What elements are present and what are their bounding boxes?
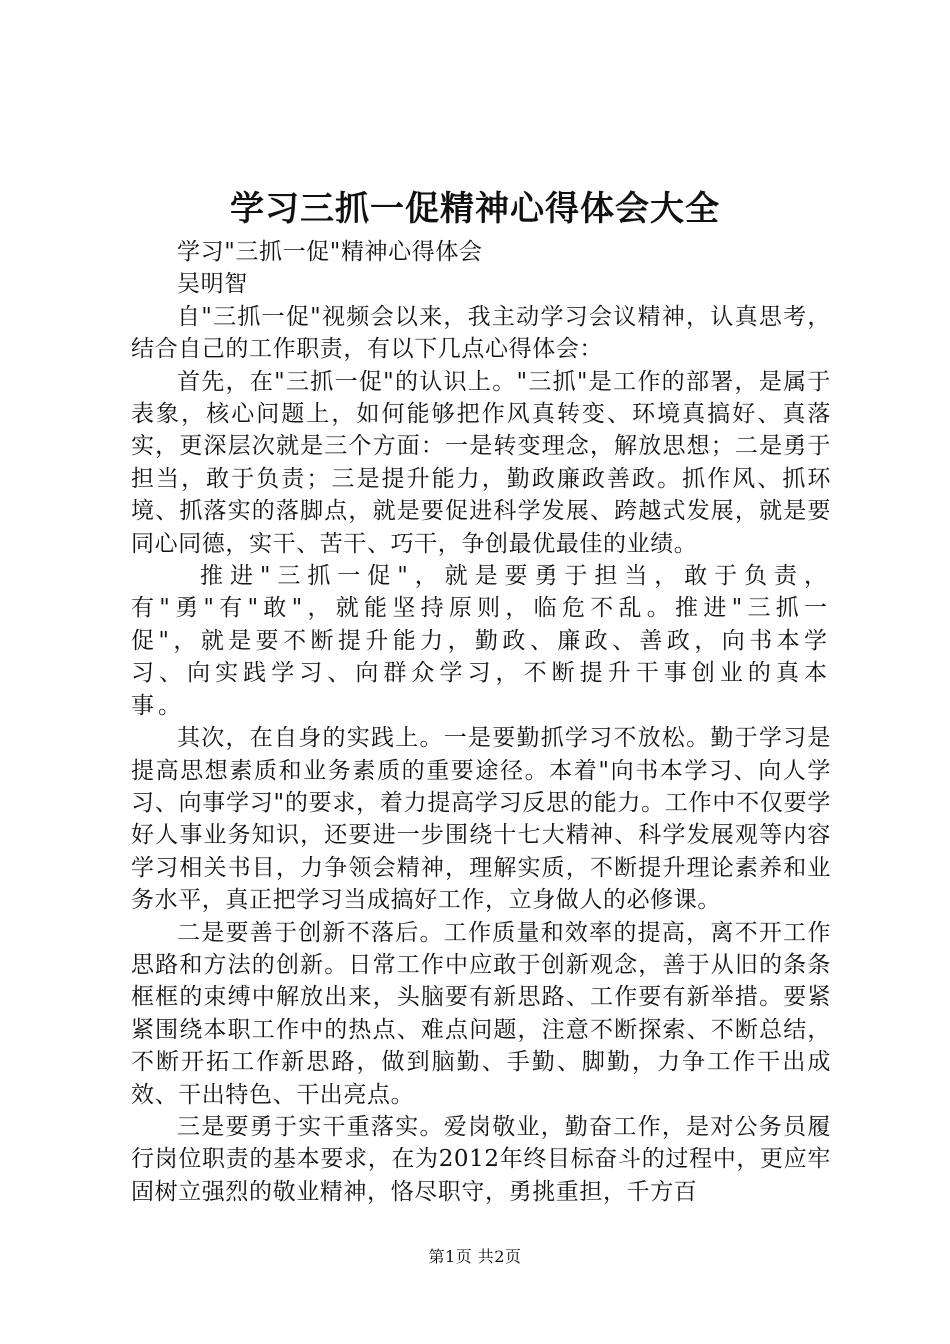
subtitle-paragraph: 学习"三抓一促"精神心得体会 <box>177 239 483 265</box>
body-paragraph: 首先，在"三抓一促"的认识上。"三抓"是工作的部署，是属于表象，核心问题上，如何能够把作风真转变、环境真搞好、真落实，更深层次就是三个方面：一是转变理念，解放思想；二是勇于担当，敢于负责；三是提升能力，勤政廉政善政。抓作风、抓环境、抓落实的落脚点，就是要促进科学发展、跨越式发展，就是要同心同德，实干、苦干、巧干，争创最优最佳的业绩。 <box>131 368 831 557</box>
body-paragraph: 其次，在自身的实践上。一是要勤抓学习不放松。勤于学习是提高思想素质和业务素质的重要途径。本着"向书本学习、向人学习、向事学习"的要求，着力提高学习反思的能力。工作中不仅要学好人事业务知识，还要进一步围绕十七大精神、科学发展观等内容学习相关书目，力争领会精神，理解实质，不断提升理论素养和业务水平，真正把学习当成搞好工作，立身做人的必修课。 <box>131 725 831 914</box>
document-body <box>131 236 831 1208</box>
author-paragraph: 吴明智 <box>177 271 248 298</box>
page-footer: 第1页 共2页 <box>428 1247 522 1266</box>
document-title: 学习三抓一促精神心得体会大全 <box>230 189 720 229</box>
body-paragraph: 自"三抓一促"视频会以来，我主动学习会议精神，认真思考，结合自己的工作职责，有以下几点心得体会： <box>131 303 831 363</box>
body-paragraph: 二是要善于创新不落后。工作质量和效率的提高，离不开工作思路和方法的创新。日常工作中应敢于创新观念，善于从旧的条条框框的束缚中解放出来，头脑要有新思路、工作要有新举措。要紧紧围绕本职工作中的热点、难点问题，注意不断探索、不断总结，不断开拓工作新思路，做到脑勤、手勤、脚勤，力争工作干出成效、干出特色、干出亮点。 <box>131 919 831 1108</box>
body-paragraph: 三是要勇于实干重落实。爱岗敬业，勤奋工作，是对公务员履行岗位职责的基本要求，在为2012年终目标奋斗的过程中，更应牢固树立强烈的敬业精神，恪尽职守，勇挑重担，千方百 <box>131 1113 831 1205</box>
body-paragraph: 推进"三抓一促"，就是要勇于担当，敢于负责，有"勇"有"敢"，就能坚持原则，临危不乱。推进"三抓一促"，就是要不断提升能力，勤政、廉政、善政，向书本学习、向实践学习、向群众学习，不断提升干事创业的真本事。 <box>131 563 831 719</box>
